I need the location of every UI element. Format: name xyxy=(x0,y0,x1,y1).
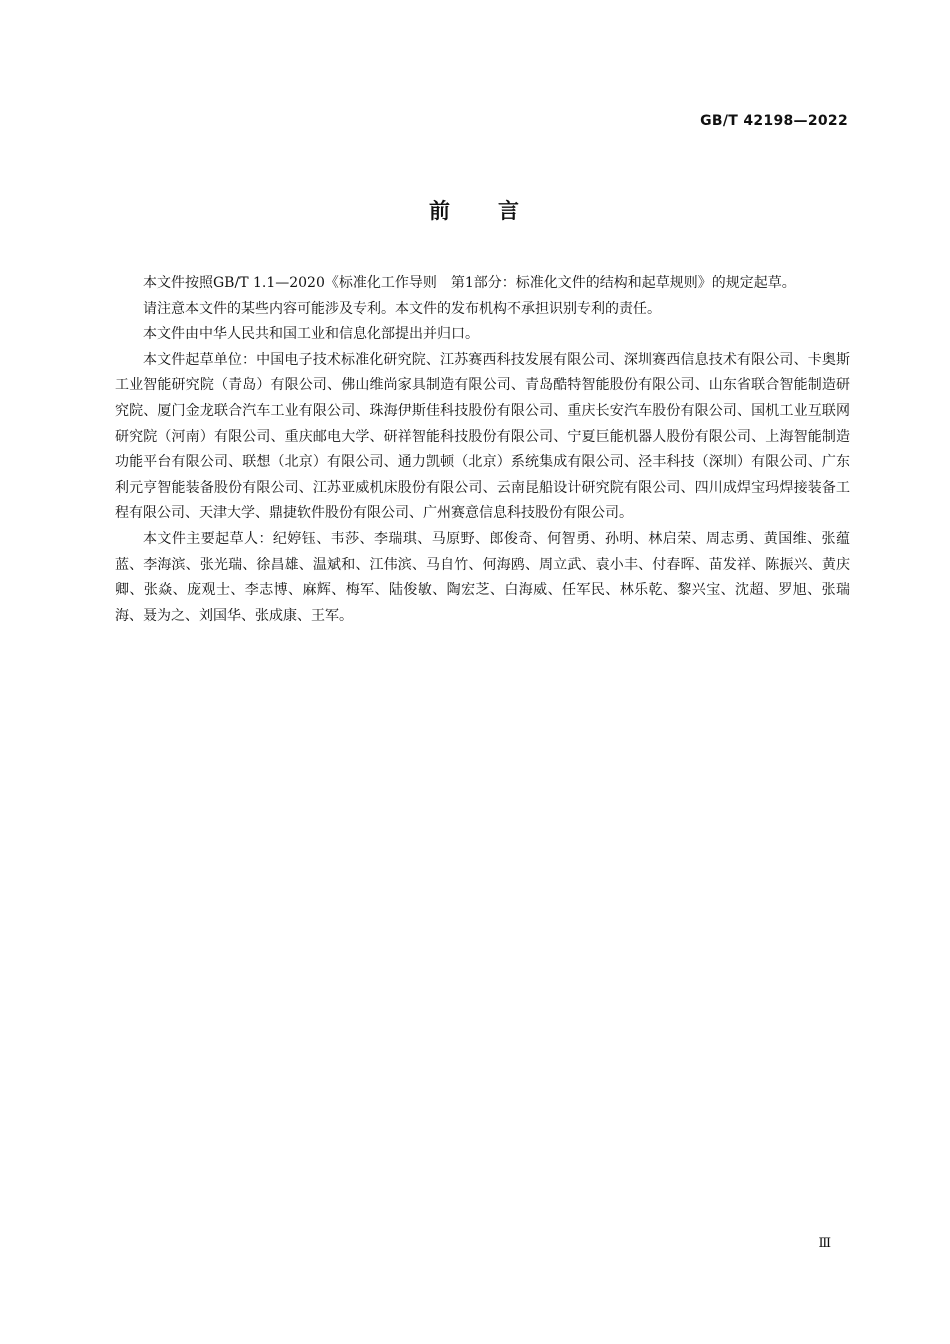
paragraph-drafting-units: 本文件起草单位：中国电子技术标准化研究院、江苏赛西科技发展有限公司、深圳赛西信息技术有限公司、卡奥斯工业智能研究院（青岛）有限公司、佛山维尚家具制造有限公司、青岛酷特智能股份有限公司、山东省联合智能制造研究院、厦门金龙联合汽车工业有限公司、珠海伊斯佳科技股份有限公司、重庆长安汽车股份有限公司、国机工业互联网研究院（河南）有限公司、重庆邮电大学、研祥智能科技股份有限公司、宁夏巨能机器人股份有限公司、上海智能制造功能平台有限公司、联想（北京）有限公司、通力凯顿（北京）系统集成有限公司、泾丰科技（深圳）有限公司、广东利元亨智能装备股份有限公司、江苏亚威机床股份有限公司、云南昆船设计研究院有限公司、四川成焊宝玛焊接装备工程有限公司、天津大学、鼎捷软件股份有限公司、广州赛意信息科技股份有限公司。 xyxy=(115,351,850,522)
title-char-1: 前 xyxy=(429,199,452,223)
page-title xyxy=(0,195,950,225)
title-char-2: 言 xyxy=(498,199,521,223)
standard-number: GB/T 42198—2022 xyxy=(700,113,848,129)
paragraph-drafters: 本文件主要起草人：纪婷钰、韦莎、李瑞琪、马原野、郎俊奇、何智勇、孙明、林启荣、周志勇、黄国维、张蕴蓝、李海滨、张光瑞、徐昌雄、温斌和、江伟滨、马自竹、何海鸥、周立武、袁小丰、付春晖、苗发祥、陈振兴、黄庆卿、张焱、庞观士、李志博、麻辉、梅军、陆俊敏、陶宏芝、白海威、任军民、林乐乾、黎兴宝、沈超、罗旭、张瑞海、聂为之、刘国华、张成康、王军。 xyxy=(115,530,850,624)
foreword-body xyxy=(115,271,850,629)
page-number: Ⅲ xyxy=(818,1236,831,1251)
paragraph-proposer: 本文件由中华人民共和国工业和信息化部提出并归口。 xyxy=(143,326,479,343)
paragraph-patent-notice: 请注意本文件的某些内容可能涉及专利。本文件的发布机构不承担识别专利的责任。 xyxy=(143,300,661,317)
paragraph-drafting-rules: 本文件按照GB/T 1.1—2020《标准化工作导则 第1部分：标准化文件的结构和起草规则》的规定起草。 xyxy=(143,275,796,291)
